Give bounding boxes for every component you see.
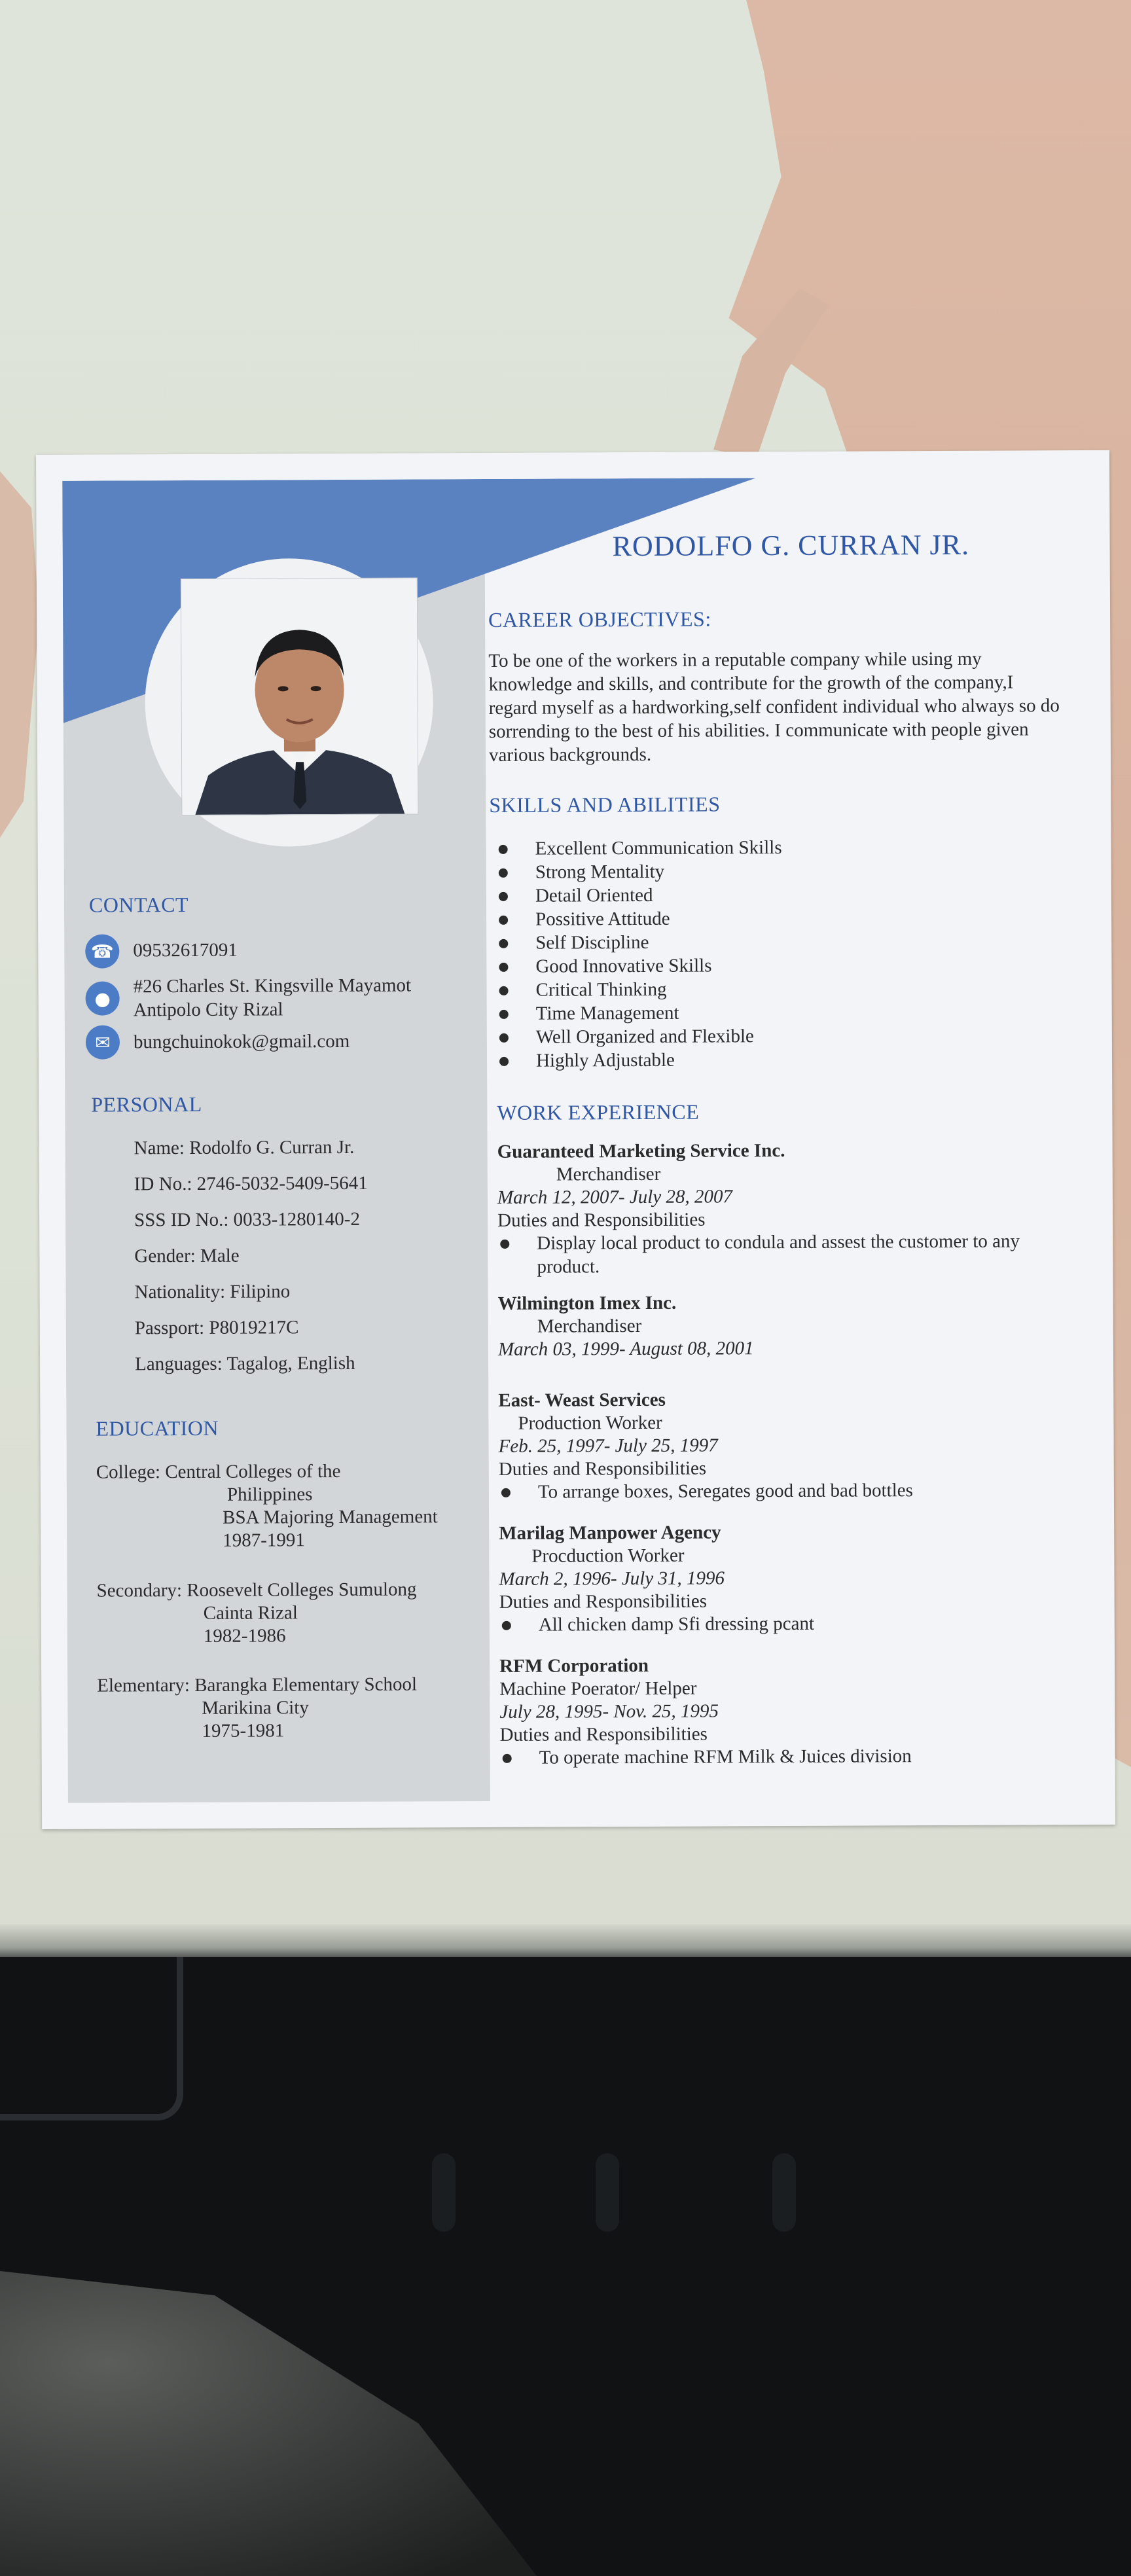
personal-heading: PERSONAL	[91, 1092, 202, 1117]
personal-name: Name: Rodolfo G. Curran Jr.	[134, 1136, 355, 1159]
location-pin-icon: ●	[86, 981, 120, 1015]
job-duties-label: Duties and Responsibilities	[499, 1590, 708, 1613]
job-dates: March 12, 2007- July 28, 2007	[497, 1186, 732, 1208]
job-duty-item: Display local product to condula and assest the customer to any product.	[497, 1229, 1073, 1279]
job-duty-item: To operate machine RFM Milk & Juices division	[500, 1744, 1076, 1770]
skill-item: Critical Thinking	[496, 977, 782, 1002]
job-dates: Feb. 25, 1997- July 25, 1997	[498, 1435, 718, 1457]
resume-name: RODOLFO G. CURRAN JR.	[612, 528, 970, 563]
education-college-years: 1987-1991	[223, 1530, 305, 1551]
profile-photo	[181, 577, 419, 815]
personal-languages: Languages: Tagalog, English	[134, 1352, 355, 1375]
job-duties-label: Duties and Responsibilities	[497, 1209, 706, 1231]
education-elementary-location: Marikina City	[202, 1697, 309, 1719]
work-experience-heading: WORK EXPERIENCE	[497, 1100, 700, 1124]
job-dates: July 28, 1995- Nov. 25, 1995	[499, 1700, 719, 1723]
job-duties	[499, 1611, 1075, 1637]
contact-email: bungchuinokok@gmail.com	[133, 1030, 350, 1053]
skills-list	[496, 836, 783, 1073]
personal-nationality: Nationality: Filipino	[134, 1281, 291, 1303]
contact-address-line2: Antipolo City Rizal	[133, 999, 283, 1021]
job-duties	[497, 1229, 1073, 1279]
job-role: Merchandiser	[556, 1163, 661, 1185]
job-entry	[497, 1137, 1074, 1279]
contact-address-line1: #26 Charles St. Kingsville Mayamot	[133, 975, 412, 997]
education-secondary-years: 1982-1986	[203, 1625, 286, 1647]
education-college-school: Philippines	[226, 1484, 313, 1505]
job-company: RFM Corporation	[499, 1655, 649, 1677]
phone-icon: ☎	[85, 934, 119, 968]
skill-item: Self Discipline	[496, 930, 782, 955]
job-entry	[498, 1386, 1075, 1504]
job-entry	[499, 1519, 1075, 1637]
skill-item: Highly Adjustable	[497, 1048, 783, 1073]
job-company: East- Weast Services	[498, 1389, 666, 1411]
job-dates: March 2, 1996- July 31, 1996	[499, 1567, 725, 1590]
personal-sss: SSS ID No.: 0033-1280140-2	[134, 1208, 360, 1231]
profile-photo-image	[181, 578, 418, 815]
job-company: Marilag Manpower Agency	[499, 1522, 721, 1544]
job-duties	[499, 1478, 1075, 1504]
career-objectives-heading: CAREER OBJECTIVES:	[488, 607, 711, 632]
job-duties-label: Duties and Responsibilities	[498, 1458, 707, 1480]
skill-item: Detail Oriented	[496, 883, 782, 908]
envelope-icon: ✉	[86, 1025, 120, 1059]
job-role: Procduction Worker	[531, 1545, 685, 1567]
personal-id: ID No.: 2746-5032-5409-5641	[134, 1172, 368, 1195]
resume-paper	[36, 450, 1115, 1829]
crate-slot	[432, 2153, 456, 2232]
contact-heading: CONTACT	[88, 892, 189, 917]
job-duty-item: All chicken damp Sfi dressing pcant	[499, 1611, 1075, 1637]
job-dates: March 03, 1999- August 08, 2001	[497, 1338, 754, 1360]
education-college-course: BSA Majoring Management	[223, 1506, 438, 1528]
education-elementary-years: 1975-1981	[202, 1720, 285, 1742]
contact-phone: 09532617091	[133, 939, 238, 961]
job-company: Guaranteed Marketing Service Inc.	[497, 1140, 785, 1162]
job-entry	[499, 1652, 1076, 1770]
chair-frame	[0, 1957, 183, 2120]
job-duty-item: To arrange boxes, Seregates good and bad bottles	[499, 1478, 1075, 1504]
job-role: Merchandiser	[537, 1315, 642, 1337]
education-elementary: Elementary: Barangka Elementary School	[97, 1673, 418, 1696]
job-duties	[500, 1744, 1076, 1770]
skill-item: Good Innovative Skills	[496, 954, 782, 978]
education-secondary: Secondary: Roosevelt Colleges Sumulong	[96, 1579, 417, 1601]
job-company: Wilmington Imex Inc.	[497, 1292, 677, 1314]
education-heading: EDUCATION	[96, 1416, 219, 1440]
personal-gender: Gender: Male	[134, 1245, 240, 1267]
crate-slot	[596, 2153, 619, 2232]
skill-item: Strong Mentality	[496, 859, 782, 884]
education-secondary-location: Cainta Rizal	[203, 1602, 298, 1624]
education-college: College: Central Colleges of the	[96, 1460, 341, 1483]
skills-heading: SKILLS AND ABILITIES	[489, 792, 721, 817]
personal-passport: Passport: P8019217C	[134, 1317, 299, 1339]
job-duties-label: Duties and Responsibilities	[499, 1723, 708, 1745]
job-role: Production Worker	[518, 1412, 662, 1434]
skill-item: Possitive Attitude	[496, 906, 782, 931]
skill-item: Well Organized and Flexible	[497, 1024, 783, 1049]
career-objectives-text: To be one of the workers in a reputable company while using my knowledge and skills, and contribute for the growth of the company,I regard myself as a hardworking,self confident individual who always so do sorrending to the best of his abilities. I communicate with people given various backgrounds.	[488, 648, 1060, 766]
crate-slot	[772, 2153, 796, 2232]
skill-item: Excellent Communication Skills	[496, 836, 782, 861]
job-role: Machine Poerator/ Helper	[499, 1677, 697, 1700]
skill-item: Time Management	[497, 1001, 783, 1026]
job-entry	[498, 1289, 1074, 1361]
